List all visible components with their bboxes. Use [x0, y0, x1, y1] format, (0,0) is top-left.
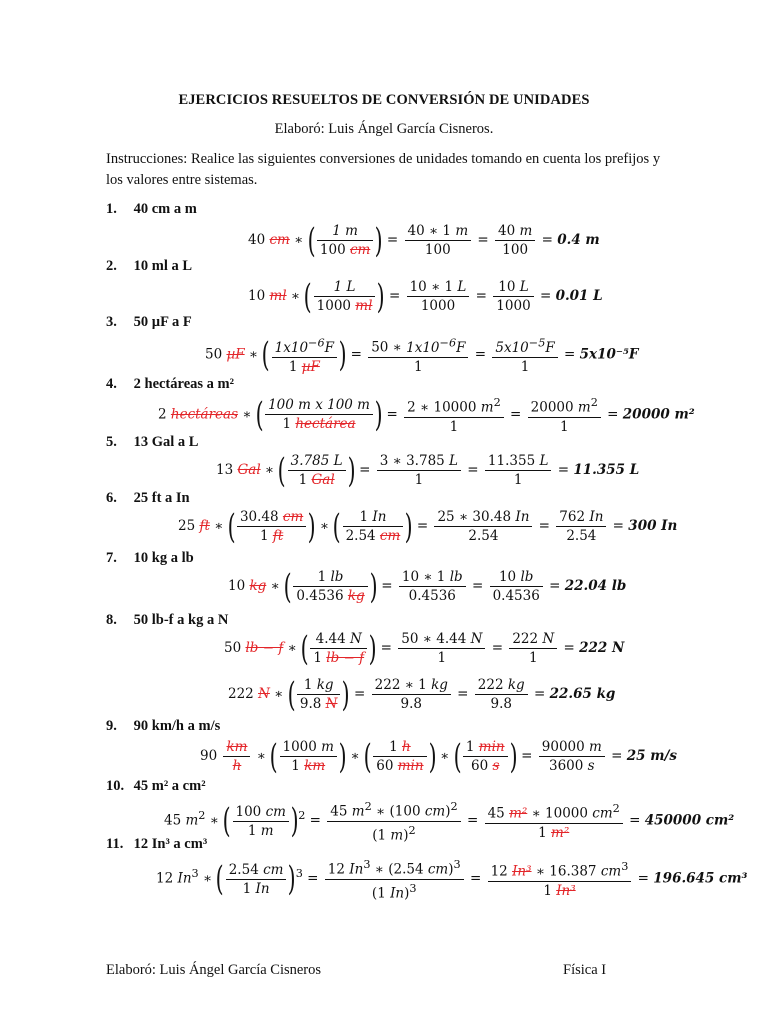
result-7: 22.04 lb [564, 578, 627, 594]
equation-6: 25 ft ∗ ( $\frac{30.48 cm}{1 ft}$ ) ∗ ( $\frac{1 In}{2.54 cm}$ ) = $\frac{25 ∗ 30.48 In}{2.54}$ = $\frac{762 In}{2.54}$ = 300 In [178, 506, 678, 547]
equation-3: 50 µF ∗ ( $\frac{1x10^{-6}F}{\text{1 µF}}$ ) = $\frac{50 ∗ 1x10^{-6}F}{1}$ = $\frac{5x10^{-5}F}{1}$ = 5x10⁻⁵F [205, 334, 639, 375]
exercise-header-7: 7. 10 kg a lb [106, 550, 194, 566]
exercise-header-1: 1. 40 cm a m [106, 201, 197, 217]
result-3: 5x10⁻⁵F [579, 346, 639, 363]
result-5: 11.355 L [573, 462, 640, 478]
footer-subject: Física I [563, 962, 607, 978]
equation-9: 90 $\frac{km}{h}$ ∗ ( $\frac{1000 m}{1 km}$ ) ∗ ( $\frac{1 h}{60 \min}$ ) ∗ ( $\frac{1 \min}{60 s}$ ) = $\frac{90000 m}{3600 s}$ = 25 m/s [200, 736, 678, 777]
exercise-header-3: 3. 50 µF a F [106, 314, 192, 330]
exercise-header-9: 9. 90 km/h a m/s [106, 718, 221, 734]
exercise-header-10: 10. 45 m² a cm² [106, 778, 206, 794]
result-1: 0.4 m [557, 232, 600, 248]
exercise-header-8: 8. 50 lb-f a kg a N [106, 612, 229, 628]
exercise-header-11: 11. 12 In³ a cm³ [106, 836, 208, 852]
equation-5: 13 Gal ∗ ( $\frac{3.785 L}{\text{1 Gal}}$ ) = $\frac{3 ∗ 3.785 L}{1}$ = $\frac{11.355 L}{1}$ = 11.355 L [216, 450, 640, 491]
result-2: 0.01 L [555, 288, 603, 304]
exercise-header-5: 5. 13 Gal a L [106, 434, 199, 450]
equation-4: 2 hectáreas ∗ ( $\frac{\text{100 m x 100 m}}{\text{1 hectárea}}$ ) = $\frac{2 ∗ 10000 m^2}{1}$ = $\frac{20000 m^2}{1}$ = 20000 m² [158, 394, 695, 435]
equation-8b: 222 N ∗ ( $\frac{1 kg}{9.8 N}$ ) = $\frac{222 ∗ 1 kg}{9.8}$ = $\frac{222 kg}{9.8}$ = 22.65 kg [228, 674, 616, 715]
equation-8a: 50 lb − f ∗ ( $\frac{4.44 N}{1 lb - f}$ ) = $\frac{50 ∗ 4.44 N}{1}$ = $\frac{222 N}{1}$ = 222 N [224, 628, 625, 669]
equation-7: 10 kg ∗ ( $\frac{1 lb}{0.4536 kg}$ ) = $\frac{10 ∗ 1 lb}{0.4536}$ = $\frac{10 lb}{0.4536}$ = 22.04 lb [228, 566, 627, 607]
page-title: EJERCICIOS RESUELTOS DE CONVERSIÓN DE UNIDADES [178, 92, 590, 108]
equation-10: 45 $m^2$ ∗ ( $\frac{100 cm}{1 m}$ )$^2$ = $\frac{45 m^2 ∗ (100 cm)^2}{(1 m)^2}$ = $\frac{45 m^2 ∗ 10000 cm^2}{\text{1 m²}}$ = 450000 cm² [164, 800, 735, 843]
exercise-header-4: 4. 2 hectáreas a m² [106, 376, 234, 392]
result-8a: 222 N [579, 640, 625, 656]
result-9: 25 m/s [626, 748, 678, 764]
equation-2: 10 ml ∗ ( $\frac{1 L}{1000 ml}$ ) = $\frac{10 ∗ 1 L}{1000}$ = $\frac{10 L}{1000}$ = 0.01 L [248, 276, 603, 317]
author-line: Elaboró: Luis Ángel García Cisneros. [274, 121, 494, 137]
result-6: 300 In [628, 518, 678, 534]
exercise-header-2: 2. 10 ml a L [106, 258, 193, 274]
result-4: 20000 m² [622, 406, 695, 423]
footer-author: Elaboró: Luis Ángel García Cisneros [106, 962, 322, 978]
result-8b: 22.65 kg [549, 686, 616, 702]
equation-11: 12 In$^3$ ∗ ( $\frac{2.54 cm}{1 In}$ )$^3$ = $\frac{12 In^3 ∗ (2.54 cm)^3}{(1 In)^3}$ = $\frac{12 In^3 ∗ 16.387 cm^3}{\text{1 In³}}$ = 196.645 cm³ [156, 858, 748, 901]
result-11: 196.645 cm³ [653, 870, 748, 887]
instructions: Instrucciones: Realice las siguientes conversiones de unidades tomando en cuenta los prefijos y los valores entre sistemas. [106, 151, 661, 188]
result-10: 450000 cm² [644, 812, 735, 829]
equation-1: 40 cm ∗ ( $\frac{1 m}{100 cm}$ ) = $\frac{40 ∗ 1 m}{100}$ = $\frac{40 m}{100}$ = 0.4 m [248, 220, 600, 261]
exercise-header-6: 6. 25 ft a In [106, 490, 190, 506]
